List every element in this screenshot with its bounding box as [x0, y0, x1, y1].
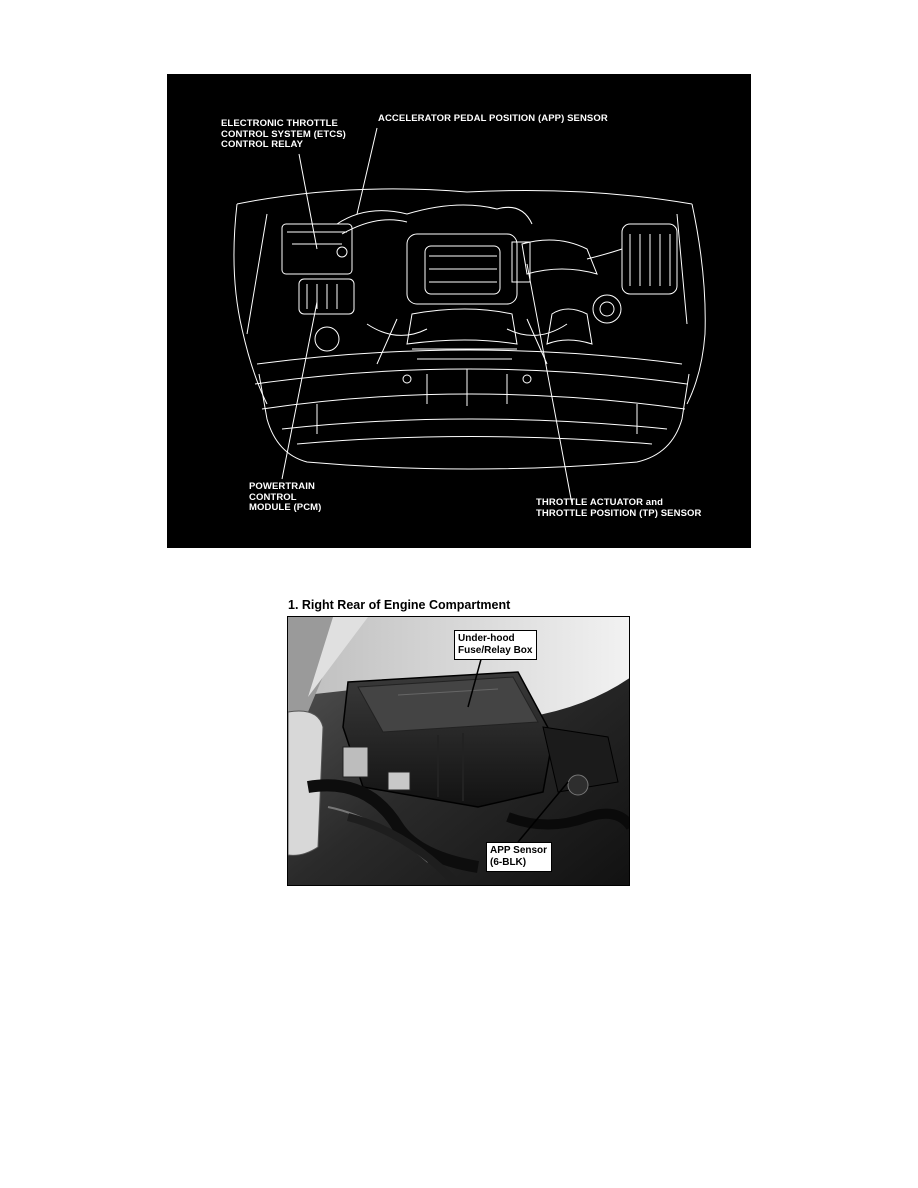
pcm-label: POWERTRAIN CONTROL MODULE (PCM) — [249, 481, 322, 513]
engine-compartment-photo — [287, 616, 630, 886]
app-sensor-callout: APP Sensor (6-BLK) — [486, 842, 552, 872]
etcs-relay-label: ELECTRONIC THROTTLE CONTROL SYSTEM (ETCS) CONTROL RELAY — [221, 118, 346, 150]
engine-compartment-diagram — [167, 74, 751, 548]
fuse-relay-box-callout: Under-hood Fuse/Relay Box — [454, 630, 537, 660]
throttle-label: THROTTLE ACTUATOR and THROTTLE POSITION (TP) SENSOR — [536, 497, 702, 519]
photo-caption: 1. Right Rear of Engine Compartment — [288, 598, 511, 612]
app-sensor-label: ACCELERATOR PEDAL POSITION (APP) SENSOR — [378, 113, 608, 124]
